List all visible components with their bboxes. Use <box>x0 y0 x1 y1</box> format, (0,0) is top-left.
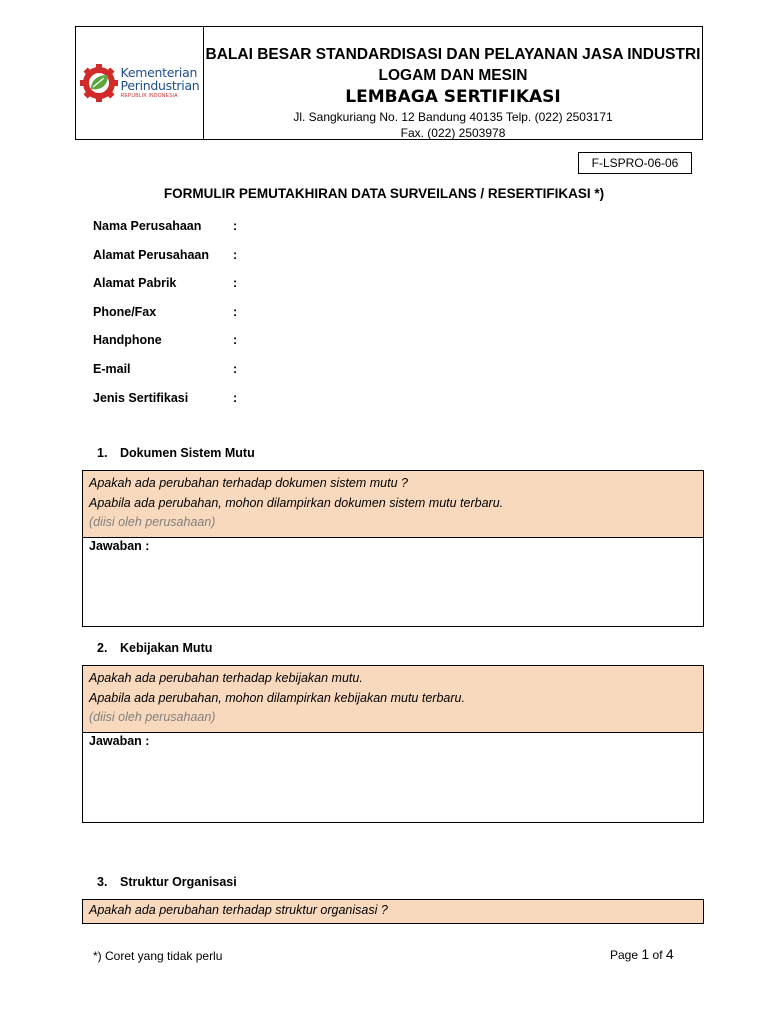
gear-leaf-icon <box>80 63 118 103</box>
logo-line1: Kementerian <box>120 65 198 80</box>
field-label: Alamat Perusahaan <box>93 247 210 262</box>
kemenperin-logo <box>80 63 200 103</box>
question-hint: (diisi oleh perusahaan) <box>89 710 216 724</box>
question-line1: Apakah ada perubahan terhadap struktur organisasi ? <box>89 903 388 917</box>
section-2-box <box>82 665 704 823</box>
section-1-title <box>97 446 255 460</box>
field-email[interactable] <box>93 362 243 391</box>
answer-label: Jawaban : <box>89 538 150 553</box>
unit-name: LEMBAGA SERTIFIKASI <box>345 87 561 107</box>
answer-label: Jawaban : <box>89 733 150 748</box>
section-3-box <box>82 899 704 924</box>
page-of: of <box>652 948 663 962</box>
section-3-title <box>97 875 237 889</box>
org-name-line1: BALAI BESAR STANDARDISASI DAN PELAYANAN JASA INDUSTRI <box>205 46 701 63</box>
field-label: Handphone <box>93 333 162 348</box>
field-phone-fax[interactable] <box>93 305 243 334</box>
field-colon: : <box>233 333 238 348</box>
company-fields <box>93 219 243 419</box>
question-line2: Apabila ada perubahan, mohon dilampirkan dokumen sistem mutu terbaru. <box>89 495 504 510</box>
section-1-box <box>82 470 704 627</box>
question-line1: Apakah ada perubahan terhadap kebijakan mutu. <box>89 671 363 685</box>
field-colon: : <box>233 276 238 291</box>
answer-area[interactable] <box>83 537 703 630</box>
letterhead-title <box>204 27 702 139</box>
field-label: Nama Perusahaan <box>93 219 202 233</box>
field-handphone[interactable] <box>93 333 243 362</box>
field-label: Jenis Sertifikasi <box>93 390 189 405</box>
field-colon: : <box>233 247 238 262</box>
page-word: Page <box>610 948 639 962</box>
letterhead <box>75 26 703 140</box>
section-title-text: Kebijakan Mutu <box>120 641 213 655</box>
org-name-line2: LOGAM DAN MESIN <box>378 67 528 84</box>
section-number: 2. <box>97 641 108 655</box>
field-colon: : <box>233 361 238 376</box>
field-label: Phone/Fax <box>93 304 157 319</box>
field-alamat-perusahaan[interactable] <box>93 248 243 277</box>
page-indicator <box>610 946 674 962</box>
question-block <box>83 900 703 923</box>
question-block <box>83 666 703 732</box>
section-number: 3. <box>97 875 108 889</box>
footer-note: *) Coret yang tidak perlu <box>93 949 223 963</box>
field-nama-perusahaan[interactable] <box>93 219 243 248</box>
logo-text <box>121 67 200 99</box>
field-colon: : <box>233 304 238 319</box>
field-jenis-sertifikasi[interactable] <box>93 391 243 420</box>
section-title-text: Struktur Organisasi <box>120 875 237 889</box>
question-hint: (diisi oleh perusahaan) <box>89 515 216 529</box>
question-line2: Apabila ada perubahan, mohon dilampirkan kebijakan mutu terbaru. <box>89 690 465 705</box>
fax: Fax. (022) 2503978 <box>400 126 506 140</box>
question-line1: Apakah ada perubahan terhadap dokumen sistem mutu ? <box>89 476 408 490</box>
form-code-badge: F-LSPRO-06-06 <box>578 152 692 174</box>
field-alamat-pabrik[interactable] <box>93 276 243 305</box>
section-2-title <box>97 641 212 655</box>
question-block <box>83 471 703 537</box>
field-label: E-mail <box>93 361 131 376</box>
section-title-text: Dokumen Sistem Mutu <box>120 446 255 460</box>
page-current: 1 <box>641 946 650 962</box>
page-total: 4 <box>665 946 674 962</box>
form-title: FORMULIR PEMUTAKHIRAN DATA SURVEILANS / RESERTIFIKASI *) <box>163 186 605 201</box>
answer-area[interactable] <box>83 732 703 825</box>
field-colon: : <box>233 219 238 233</box>
field-colon: : <box>233 390 238 405</box>
field-label: Alamat Pabrik <box>93 276 177 291</box>
logo-line3: REPUBLIK INDONESIA <box>120 93 178 99</box>
section-number: 1. <box>97 446 108 460</box>
address: Jl. Sangkuriang No. 12 Bandung 40135 Telp. (022) 2503171 <box>293 110 613 124</box>
logo-line2: Perindustrian <box>120 77 200 93</box>
logo-cell <box>76 27 204 139</box>
